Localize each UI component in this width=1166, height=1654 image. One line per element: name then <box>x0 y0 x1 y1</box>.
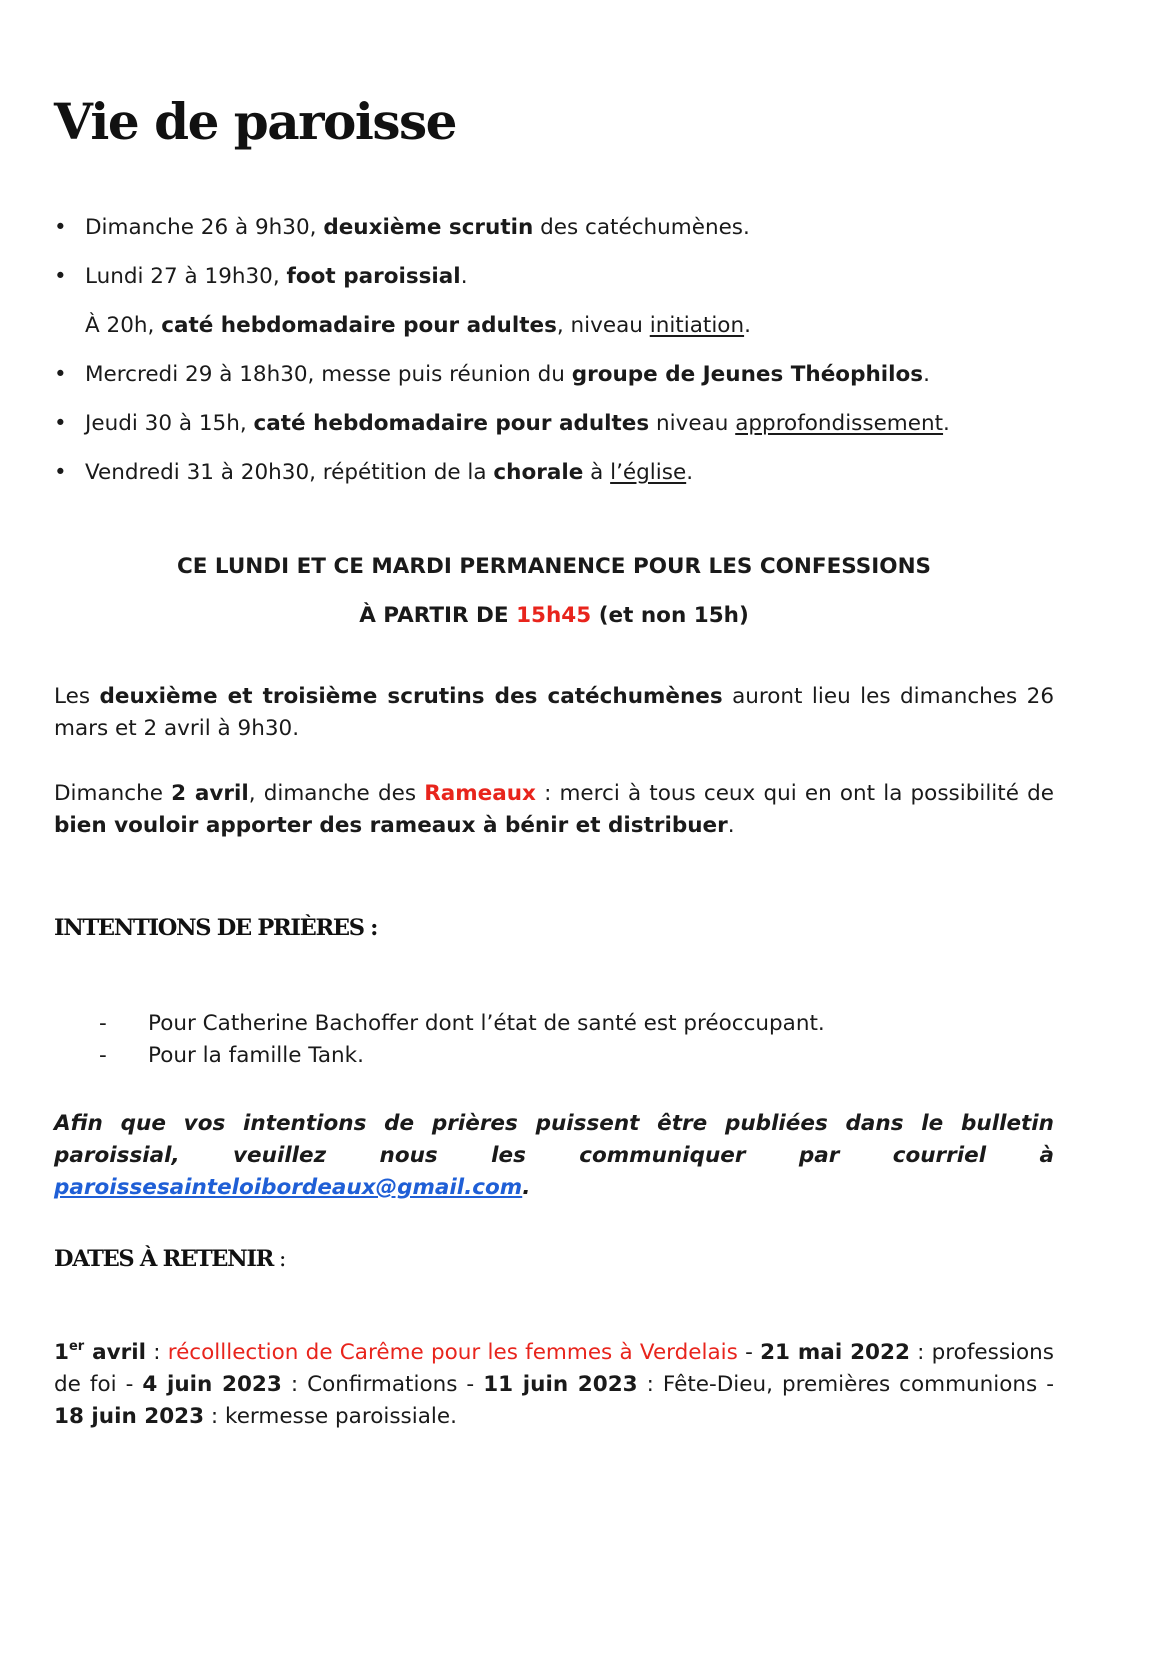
page-title: Vie de paroisse <box>54 92 456 151</box>
intentions-heading: INTENTIONS DE PRIÈRES : <box>54 915 378 941</box>
events-list <box>54 214 1064 508</box>
dates-heading: DATES À RETENIR : <box>54 1246 286 1272</box>
event-text: Mercredi 29 à 18h30, messe puis réunion du groupe de Jeunes Théophilos. <box>85 362 930 387</box>
list-item-continuation <box>54 312 1064 361</box>
confession-notice-line1: CE LUNDI ET CE MARDI PERMANENCE POUR LES CONFESSIONS <box>176 554 932 579</box>
event-text: Dimanche 26 à 9h30, deuxième scrutin des catéchumènes. <box>85 215 750 240</box>
list-item <box>54 410 1064 459</box>
scrutins-paragraph: Les deuxième et troisième scrutins des catéchumènes auront lieu les dimanches 26 mars et 2 avril à 9h30. <box>54 684 1054 741</box>
bullet-icon: • <box>54 264 67 289</box>
bullet-icon: • <box>54 362 67 387</box>
event-text: Vendredi 31 à 20h30, répétition de la chorale à l’église. <box>85 460 694 485</box>
rameaux-paragraph: Dimanche 2 avril, dimanche des Rameaux : merci à tous ceux qui en ont la possibilité de bien vouloir apporter des rameaux à bénir et distribuer. <box>54 781 1054 838</box>
list-item <box>54 459 1064 508</box>
list-item <box>54 214 1064 263</box>
confession-notice-line2: À PARTIR DE 15h45 (et non 15h) <box>359 603 749 628</box>
list-item <box>54 361 1064 410</box>
list-item <box>54 263 1064 312</box>
intention-text: Pour la famille Tank. <box>148 1043 364 1068</box>
bullet-icon: • <box>54 460 67 485</box>
intentions-note: Afin que vos intentions de prières puissent être publiées dans le bulletin paroissial, veuillez nous les communiquer par courriel à paroissesainteloibordeaux@gmail.com. <box>54 1111 1054 1200</box>
event-text: À 20h, caté hebdomadaire pour adultes, niveau initiation. <box>85 313 751 338</box>
bullet-icon: • <box>54 215 67 240</box>
event-text: Jeudi 30 à 15h, caté hebdomadaire pour adultes niveau approfondissement. <box>85 411 950 436</box>
email-link[interactable]: paroissesainteloibordeaux@gmail.com <box>54 1175 523 1200</box>
dash-icon: - <box>99 1043 107 1068</box>
dates-paragraph: 1er avril : récolllection de Carême pour les femmes à Verdelais - 21 mai 2022 : professions de foi - 4 juin 2023 : Confirmations - 11 juin 2023 : Fête-Dieu, premières communions - 18 juin 2023 : kermesse paroissiale. <box>54 1339 1054 1429</box>
intention-text: Pour Catherine Bachoffer dont l’état de santé est préoccupant. <box>148 1011 825 1036</box>
bullet-icon: • <box>54 411 67 436</box>
event-text: Lundi 27 à 19h30, foot paroissial. <box>85 264 468 289</box>
dash-icon: - <box>99 1011 107 1036</box>
